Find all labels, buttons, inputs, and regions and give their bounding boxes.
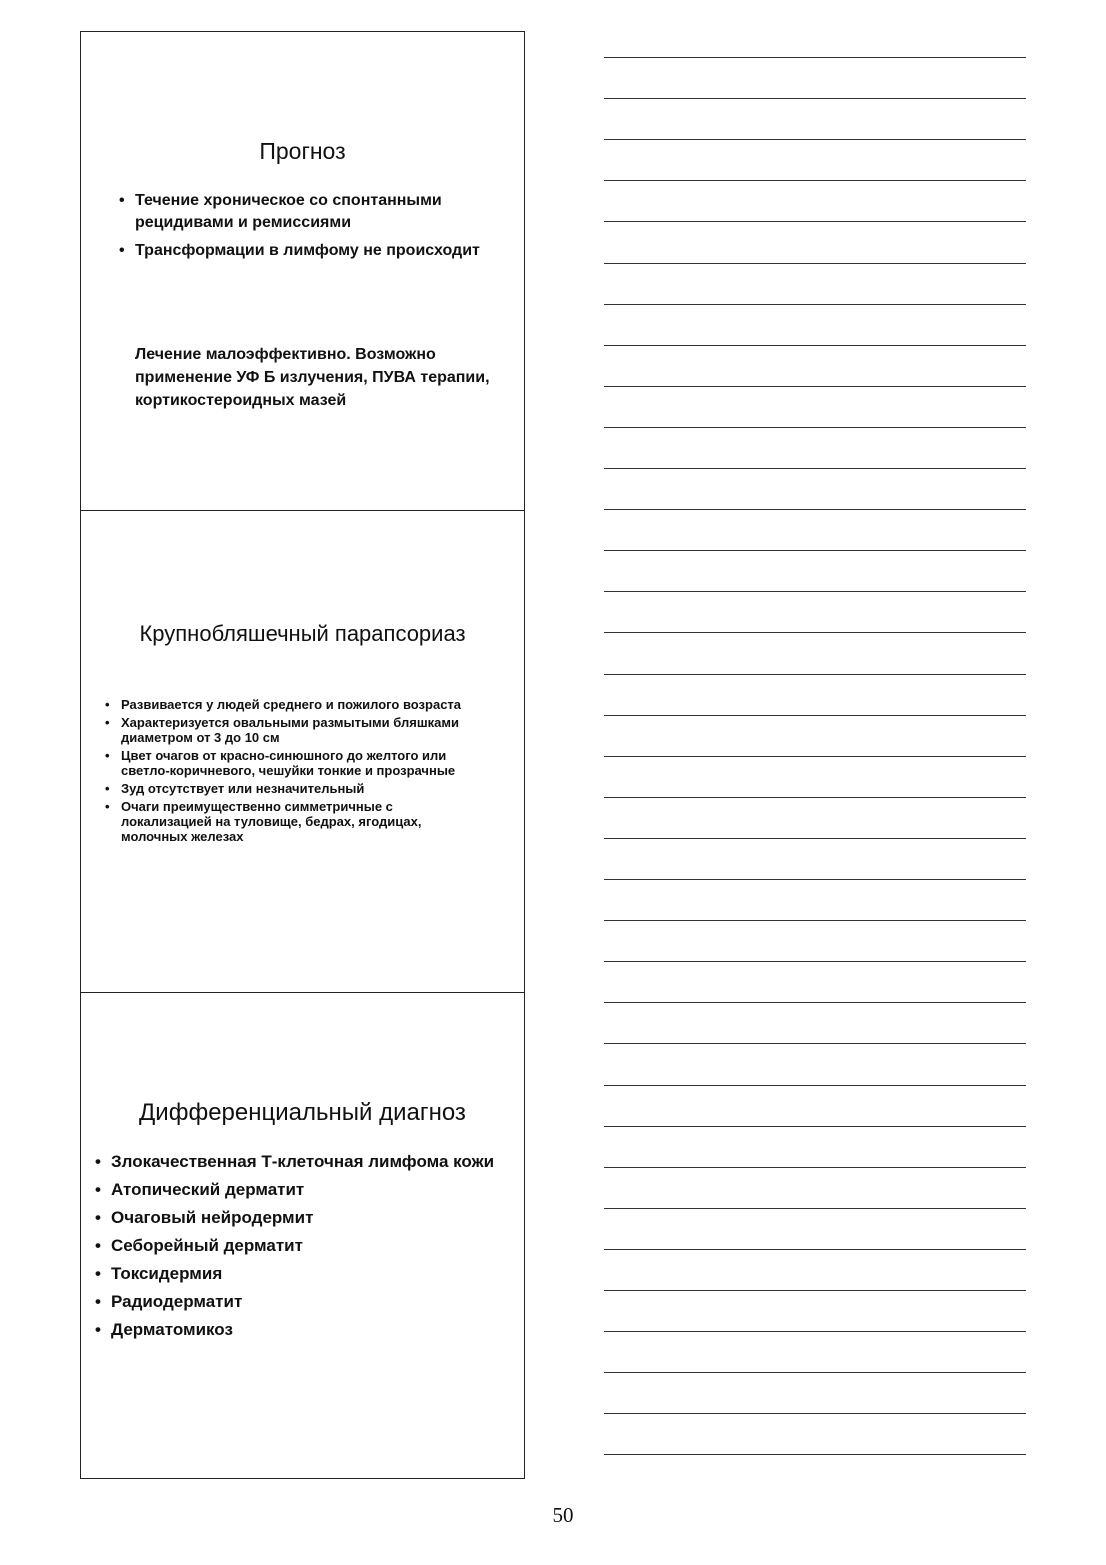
slide-title: Дифференциальный диагноз bbox=[139, 1099, 466, 1126]
bullet-list bbox=[119, 190, 499, 268]
slide-prognosis bbox=[81, 32, 524, 510]
bullet-item: • Себорейный дерматит bbox=[95, 1235, 505, 1257]
note-line bbox=[604, 879, 1026, 880]
notes-ruled-lines bbox=[604, 57, 1026, 1467]
note-line bbox=[604, 961, 1026, 962]
bullet-item: • Очаговый нейродермит bbox=[95, 1207, 505, 1229]
note-line bbox=[604, 756, 1026, 757]
note-line bbox=[604, 550, 1026, 551]
bullet-item: • Радиодерматит bbox=[95, 1291, 505, 1313]
note-line bbox=[604, 1043, 1026, 1044]
note-line bbox=[604, 632, 1026, 633]
note-line bbox=[604, 98, 1026, 99]
bullet-item: • Очаги преимущественно симметричные с локализацией на туловище, бедрах, ягодицах, молочных железах bbox=[105, 799, 480, 844]
note-line bbox=[604, 263, 1026, 264]
note-line bbox=[604, 386, 1026, 387]
slide-large-plaque-parapsoriasis bbox=[81, 510, 524, 992]
note-line bbox=[604, 1002, 1026, 1003]
slides-column bbox=[80, 31, 525, 1479]
note-line bbox=[604, 1331, 1026, 1332]
note-line bbox=[604, 1208, 1026, 1209]
note-line bbox=[604, 920, 1026, 921]
note-line bbox=[604, 509, 1026, 510]
bullet-item: • Характеризуется овальными размытыми бляшками диаметром от 3 до 10 см bbox=[105, 715, 480, 745]
note-line bbox=[604, 1454, 1026, 1455]
note-line bbox=[604, 674, 1026, 675]
note-line bbox=[604, 1372, 1026, 1373]
treatment-note: Лечение малоэффективно. Возможно применение УФ Б излучения, ПУВА терапии, кортикостероидных мазей bbox=[135, 346, 490, 409]
note-line bbox=[604, 57, 1026, 58]
bullet-item: • Атопический дерматит bbox=[95, 1179, 505, 1201]
note-line bbox=[604, 797, 1026, 798]
bullet-item: • Токсидермия bbox=[95, 1263, 505, 1285]
slide-title: Крупнобляшечный парапсориаз bbox=[139, 621, 466, 646]
note-line bbox=[604, 1085, 1026, 1086]
note-line bbox=[604, 345, 1026, 346]
note-line bbox=[604, 1249, 1026, 1250]
bullet-item: • Трансформации в лимфому не происходит bbox=[119, 240, 499, 262]
bullet-list bbox=[105, 697, 480, 847]
note-line bbox=[604, 468, 1026, 469]
note-line bbox=[604, 1126, 1026, 1127]
note-line bbox=[604, 715, 1026, 716]
note-line bbox=[604, 591, 1026, 592]
note-line bbox=[604, 1167, 1026, 1168]
bullet-item: • Развивается у людей среднего и пожилого возраста bbox=[105, 697, 480, 712]
bullet-item: • Злокачественная Т-клеточная лимфома кожи bbox=[95, 1151, 505, 1173]
bullet-list bbox=[95, 1151, 505, 1347]
note-line bbox=[604, 1413, 1026, 1414]
bullet-item: • Течение хроническое со спонтанными рецидивами и ремиссиями bbox=[119, 190, 499, 234]
page-number: 50 bbox=[552, 1503, 574, 1527]
bullet-item: • Дерматомикоз bbox=[95, 1319, 505, 1341]
note-line bbox=[604, 427, 1026, 428]
bullet-item: • Цвет очагов от красно-синюшного до желтого или светло-коричневого, чешуйки тонкие и прозрачные bbox=[105, 748, 480, 778]
slide-differential-diagnosis bbox=[81, 992, 524, 1478]
bullet-item: • Зуд отсутствует или незначительный bbox=[105, 781, 480, 796]
note-line bbox=[604, 139, 1026, 140]
note-line bbox=[604, 838, 1026, 839]
note-line bbox=[604, 304, 1026, 305]
note-line bbox=[604, 1290, 1026, 1291]
note-line bbox=[604, 180, 1026, 181]
slide-title: Прогноз bbox=[259, 138, 346, 164]
note-line bbox=[604, 221, 1026, 222]
